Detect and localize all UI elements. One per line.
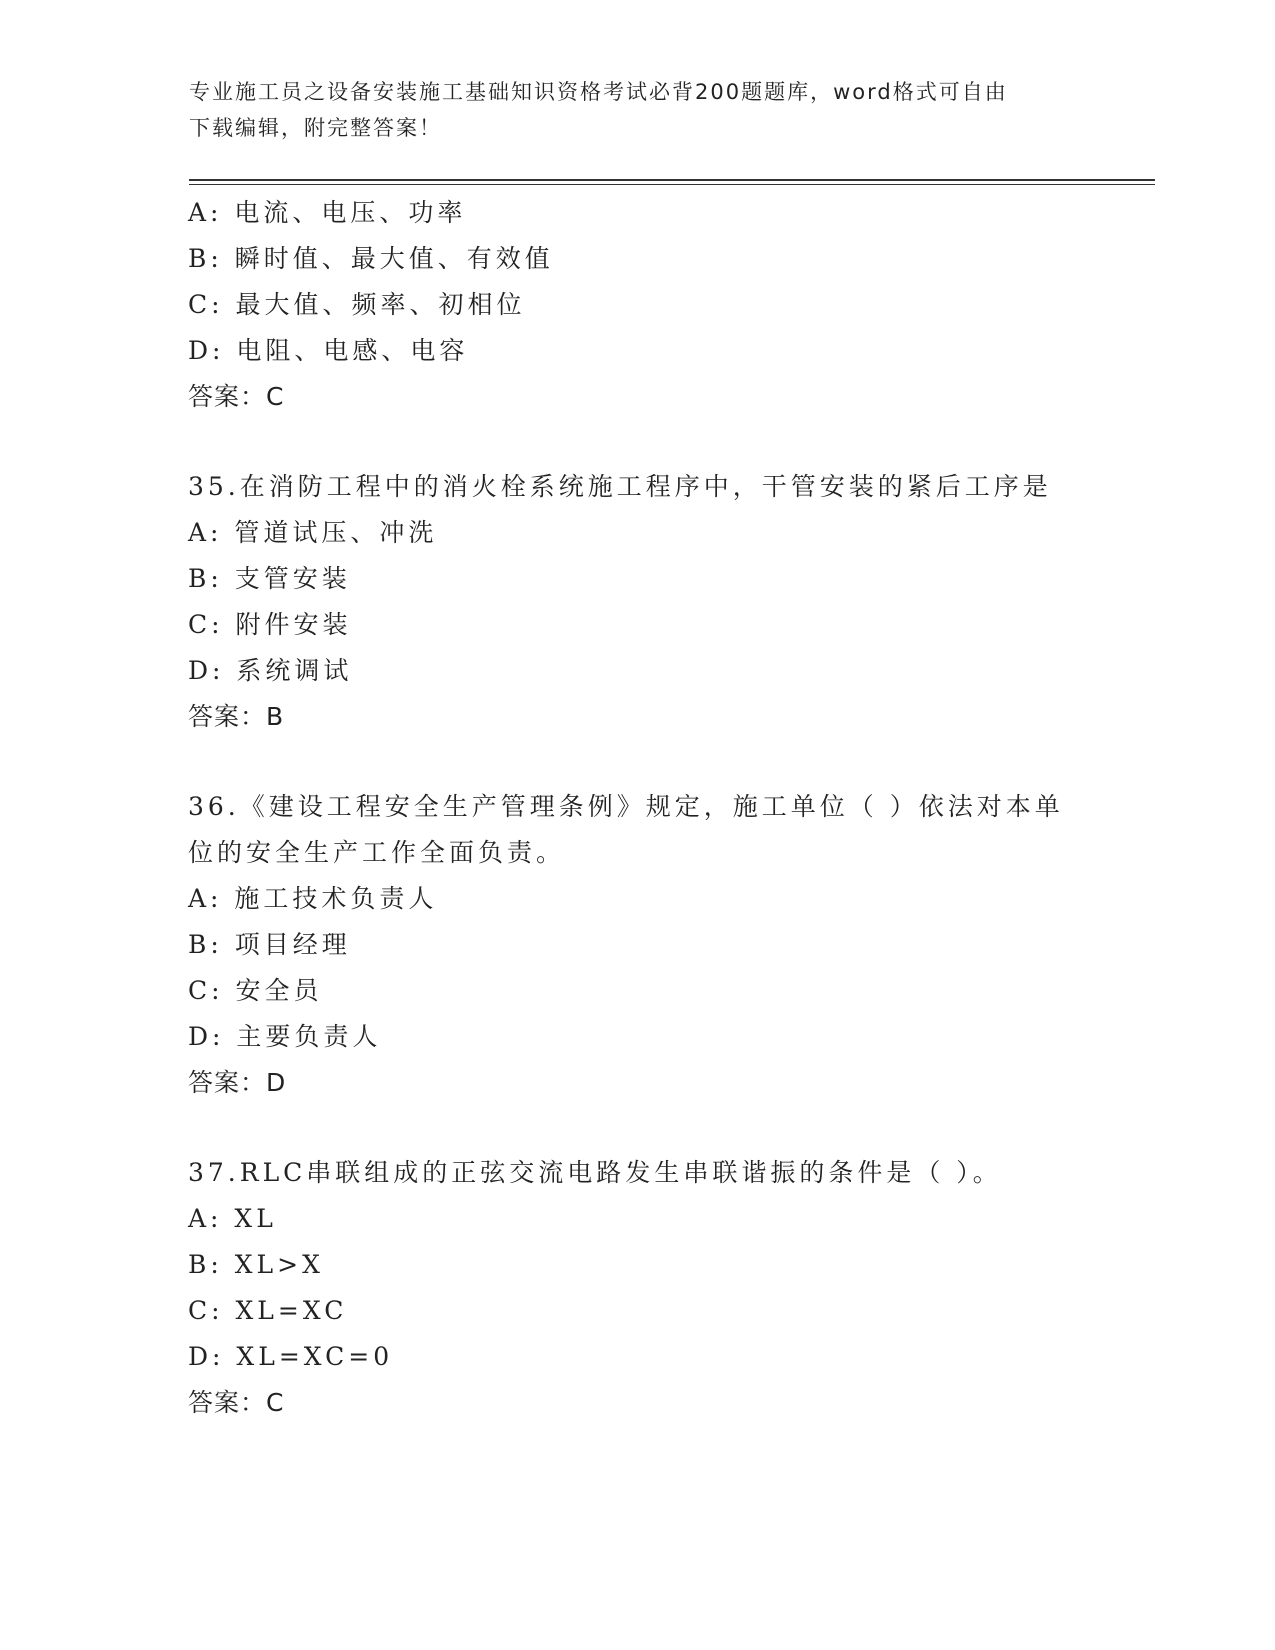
header-divider-thick — [189, 179, 1155, 181]
header-line-2: 下载编辑，附完整答案！ — [189, 116, 442, 140]
question-text: 37.RLC串联组成的正弦交流电路发生串联谐振的条件是（ ）。 — [188, 1158, 1002, 1187]
option-b: B: XL>X — [188, 1250, 324, 1279]
question-text-line-1: 36.《建设工程安全生产管理条例》规定，施工单位（ ）依法对本单 — [188, 792, 1064, 821]
header-divider-thin — [189, 184, 1155, 185]
question-35 — [188, 464, 1088, 740]
document-header — [189, 74, 1089, 146]
question-text: 35.在消防工程中的消火栓系统施工程序中，干管安装的紧后工序是 — [188, 472, 1052, 501]
answer: 答案：C — [188, 1388, 285, 1417]
header-line-1: 专业施工员之设备安装施工基础知识资格考试必背200题题库，word格式可自由 — [189, 80, 1008, 104]
answer: 答案：B — [188, 702, 285, 731]
question-list — [188, 190, 1088, 1426]
option-a: A: XL — [188, 1204, 277, 1233]
option-c: C: 附件安装 — [188, 610, 352, 639]
answer: 答案：D — [188, 1068, 287, 1097]
option-c: C: 安全员 — [188, 976, 323, 1005]
question-text — [188, 784, 1078, 876]
option-d: D: 系统调试 — [188, 656, 353, 685]
option-b: B: 项目经理 — [188, 930, 351, 959]
option-d: D: 电阻、电感、电容 — [188, 336, 469, 365]
question-text-line-2: 位的安全生产工作全面负责。 — [188, 838, 566, 867]
option-d: D: 主要负责人 — [188, 1022, 382, 1051]
option-b: B: 支管安装 — [188, 564, 351, 593]
question-36 — [188, 784, 1088, 1106]
question-37 — [188, 1150, 1088, 1426]
option-d: D: XL=XC=0 — [188, 1342, 394, 1371]
question-34 — [188, 190, 1088, 420]
answer: 答案：C — [188, 382, 285, 411]
option-a: A: 管道试压、冲洗 — [188, 518, 438, 547]
option-c: C: XL=XC — [188, 1296, 348, 1325]
option-b: B: 瞬时值、最大值、有效值 — [188, 244, 554, 273]
option-a: A: 施工技术负责人 — [188, 884, 438, 913]
option-c: C: 最大值、频率、初相位 — [188, 290, 526, 319]
option-a: A: 电流、电压、功率 — [188, 198, 467, 227]
